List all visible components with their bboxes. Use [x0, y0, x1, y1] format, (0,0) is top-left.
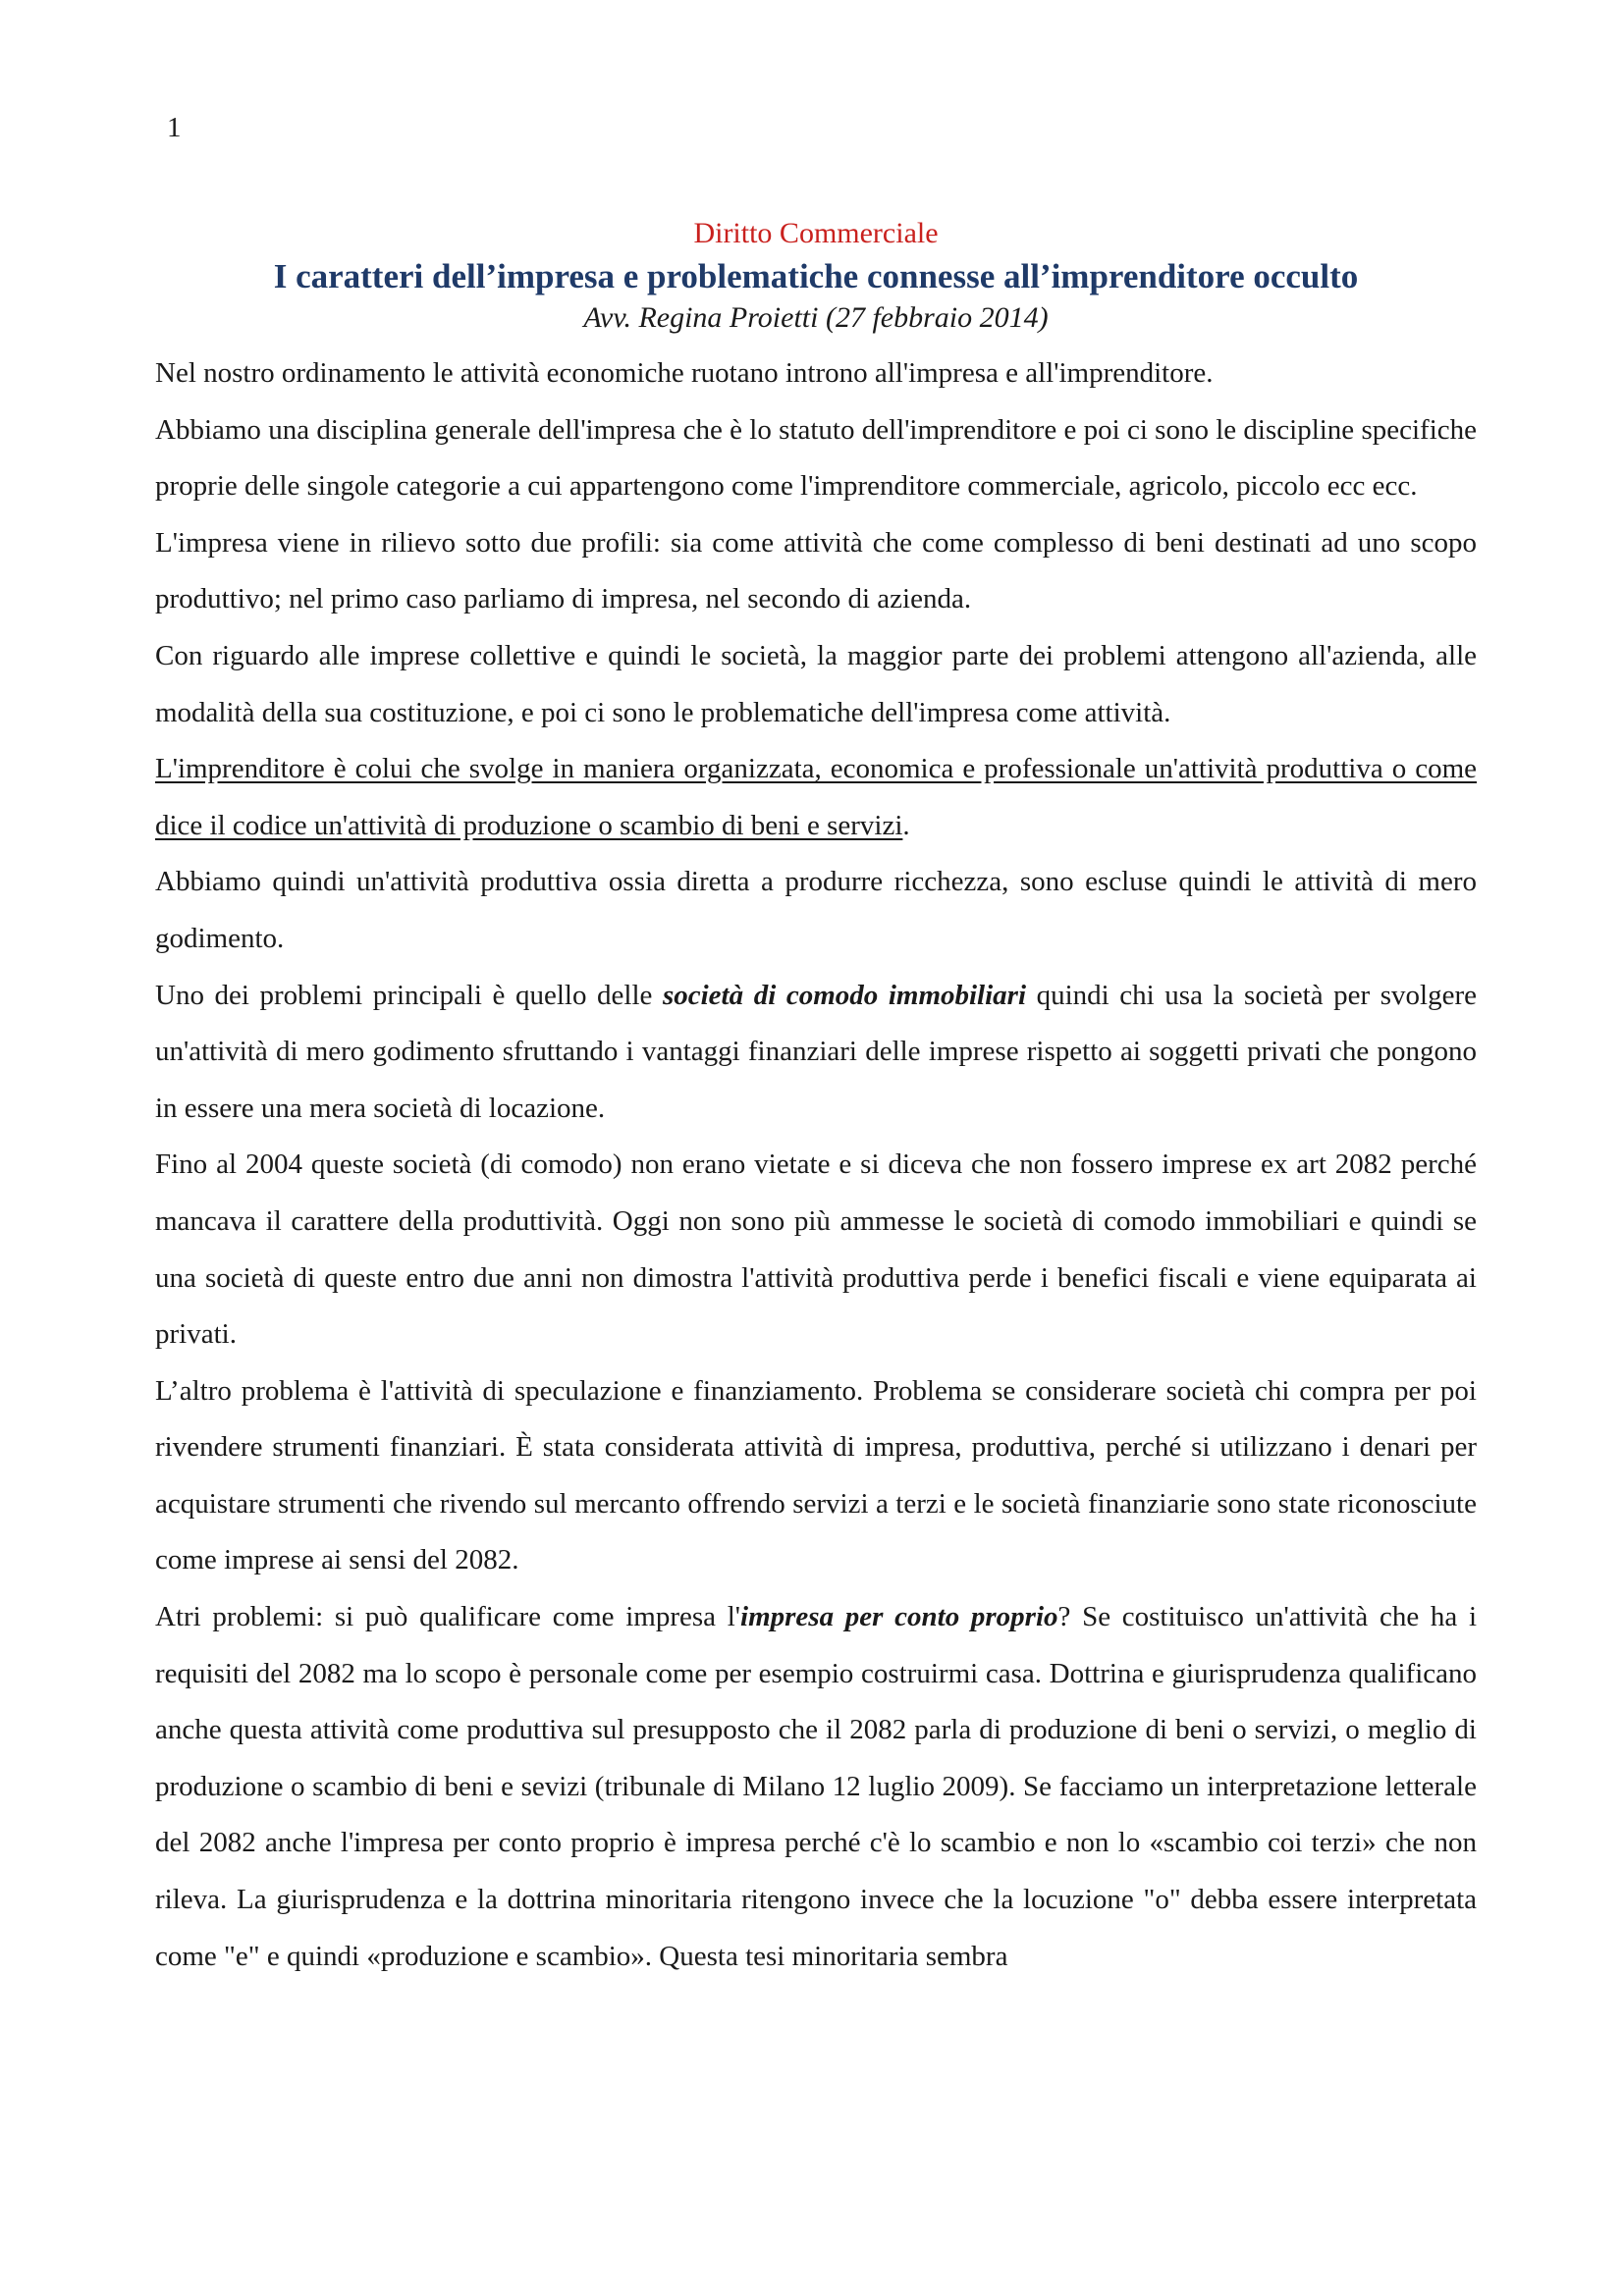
text-run: ? Se costituisco un'attività che ha i requisiti del 2082 ma lo scopo è personale come per esempio costruirmi casa. Dottrina e giurisprudenza qualificano anche questa attività come produttiva sul presupposto che il 2082 parla di produzione di beni o servizi, o meglio di produzione o scambio di beni e sevizi (tribunale di Milano 12 luglio 2009). Se facciamo un interpretazione letterale del 2082 anche l'impresa per conto proprio è impresa perché c'è lo scambio e non lo «scambio coi terzi» che non rileva. La giurisprudenza e la dottrina minoritaria ritengono invece che la locuzione "o" debba essere interpretata come "e" e quindi «produzione e scambio». Questa tesi minoritaria sembra	[155, 1601, 1478, 1972]
paragraph: Abbiamo quindi un'attività produttiva ossia diretta a produrre ricchezza, sono escluse quindi le attività di mero godimento.	[155, 866, 1477, 954]
emphasis-term: società di comodo immobiliari	[662, 979, 1027, 1011]
paragraph	[155, 1589, 1477, 1985]
text-run: Uno dei problemi principali è quello delle	[155, 979, 663, 1011]
paragraph: L'impresa viene in rilievo sotto due profili: sia come attività che come complesso di beni destinati ad uno scopo produttivo; nel primo caso parliamo di impresa, nel secondo di azienda.	[155, 526, 1477, 615]
paragraph: Abbiamo una disciplina generale dell'impresa che è lo statuto dell'imprenditore e poi ci sono le discipline specifiche proprie delle singole categorie a cui appartengono come l'imprenditore commerciale, agricolo, piccolo ecc ecc.	[155, 413, 1477, 503]
document-title: I caratteri dell’impresa e problematiche connesse all’imprenditore occulto	[273, 257, 1359, 295]
text-run: Atri problemi: si può qualificare come impresa l'	[155, 1601, 741, 1633]
subject-heading: Diritto Commerciale	[693, 217, 939, 249]
paragraph: Fino al 2004 queste società (di comodo) non erano vietate e si diceva che non fossero imprese ex art 2082 perché mancava il carattere della produttività. Oggi non sono più ammesse le società di comodo immobiliari e quindi se una società di queste entro due anni non dimostra l'attività produttiva perde i benefici fiscali e viene equiparata ai privati.	[155, 1148, 1477, 1351]
emphasis-term: impresa per conto proprio	[740, 1601, 1058, 1633]
page-number: 1	[167, 112, 182, 143]
paragraph-definition	[155, 741, 1477, 854]
paragraph: Con riguardo alle imprese collettive e quindi le società, la maggior parte dei problemi attengono all'azienda, alle modalità della sua costituzione, e poi ci sono le problematiche dell'impresa come attività.	[155, 639, 1477, 728]
author-line: Avv. Regina Proietti (27 febbraio 2014)	[583, 301, 1049, 334]
text-run: quindi chi usa la società per svolgere un'attività di mero godimento sfruttando i vantaggi finanziari delle imprese rispetto ai soggetti privati che pongono in essere una mera società di locazione.	[155, 979, 1477, 1124]
document-body	[155, 346, 1477, 1985]
paragraph: Nel nostro ordinamento le attività economiche ruotano introno all'impresa e all'imprenditore.	[155, 357, 1214, 389]
underlined-definition: L'imprenditore è colui che svolge in maniera organizzata, economica e professionale un'attività produttiva o come dice il codice un'attività di produzione o scambio di beni e servizi	[155, 753, 1477, 841]
definition-period: .	[902, 809, 910, 841]
paragraph	[155, 968, 1477, 1138]
paragraph: L’altro problema è l'attività di speculazione e finanziamento. Problema se considerare società chi compra per poi rivendere strumenti finanziari. È stata considerata attività di impresa, produttiva, perché si utilizzano i denari per acquistare strumenti che rivendo sul mercanto offrendo servizi a terzi e le società finanziarie sono state riconosciute come imprese ai sensi del 2082.	[155, 1374, 1477, 1576]
